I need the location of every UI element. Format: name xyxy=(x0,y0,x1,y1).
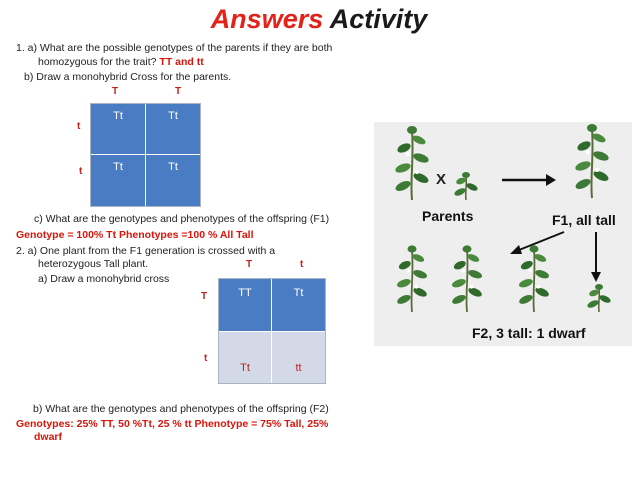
square1-side-allele-1: t xyxy=(77,121,81,132)
parent-tall-plant xyxy=(394,126,430,200)
q2-a-draw: a) Draw a monohybrid cross xyxy=(38,273,170,285)
q2-b-answer-line2: dwarf xyxy=(34,431,63,443)
parent-dwarf-plant xyxy=(453,172,478,200)
square1-cell: Tt xyxy=(91,155,145,206)
q1-a-line1: 1. a) What are the possible genotypes of the parents if they are both xyxy=(16,42,333,54)
square2-cell: Tt xyxy=(272,279,325,331)
square2-cell: Tt xyxy=(219,332,271,383)
punnett-square-1 xyxy=(90,103,201,207)
f1-label: F1, all tall xyxy=(552,212,616,228)
q2-a-line1: 2. a) One plant from the F1 generation is crossed with a xyxy=(16,245,276,257)
square2-side-allele-1: T xyxy=(201,291,208,302)
square2-cell: TT xyxy=(219,279,271,331)
q1-c: c) What are the genotypes and phenotypes of the offspring (F1) xyxy=(34,213,330,225)
q2-b-answer-line1: Genotypes: 25% TT, 50 %Tt, 25 % tt Phenotype = 75% Tall, 25% xyxy=(16,418,329,430)
square2-top-allele-1: T xyxy=(246,259,253,270)
f1-tall-plant xyxy=(574,124,610,198)
q2-a-line2: heterozygous Tall plant. xyxy=(38,258,149,270)
f2-tall-plant xyxy=(518,245,550,312)
q1-a-line2-text: homozygous for the trait? xyxy=(38,56,157,68)
arrows-f1-to-f2 xyxy=(510,232,601,282)
punnett-square-2 xyxy=(218,278,326,384)
pea-cross-illustration xyxy=(374,122,632,346)
square2-cell: tt xyxy=(272,332,325,383)
page-title xyxy=(0,4,638,35)
square1-cell: Tt xyxy=(91,104,145,154)
title-highlight: Answers xyxy=(210,4,324,34)
cross-symbol: X xyxy=(436,171,447,188)
square1-top-allele-1: T xyxy=(112,86,119,97)
f2-dwarf-plant xyxy=(586,284,611,312)
square1-cell: Tt xyxy=(146,155,200,206)
f2-tall-plant xyxy=(451,245,483,312)
q1-a-line2 xyxy=(38,56,204,69)
square1-top-allele-2: T xyxy=(175,86,182,97)
q1-a-answer: TT and tt xyxy=(159,56,204,68)
q1-c-answer: Genotype = 100% Tt Phenotypes =100 % All Tall xyxy=(16,229,254,241)
q2-b: b) What are the genotypes and phenotypes of the offspring (F2) xyxy=(33,403,329,415)
square1-cell: Tt xyxy=(146,104,200,154)
title-rest: Activity xyxy=(329,4,428,34)
q1-b: b) Draw a monohybrid Cross for the parents. xyxy=(24,71,232,83)
f2-tall-plant xyxy=(396,245,428,312)
f2-label: F2, 3 tall: 1 dwarf xyxy=(472,325,586,341)
square2-side-allele-2: t xyxy=(204,353,208,364)
square1-side-allele-2: t xyxy=(79,166,83,177)
square2-top-allele-2: t xyxy=(300,259,304,270)
arrow-parents-to-f1 xyxy=(502,174,556,186)
illustration-svg xyxy=(374,122,632,346)
parents-label: Parents xyxy=(422,208,474,224)
